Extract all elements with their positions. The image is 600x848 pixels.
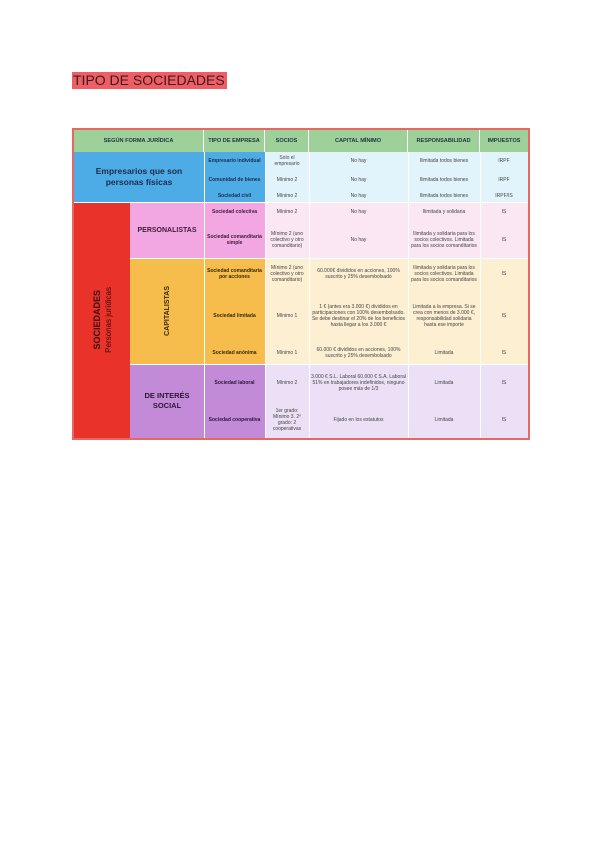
capital-comunidad-bienes: No hay [309,170,408,190]
sociedades-table [72,128,530,440]
impuestos-sociedad-laboral: IS [480,364,528,402]
header-socios: SOCIOS [265,130,309,152]
capitalistas-label: CAPITALISTAS [163,286,171,336]
impuestos-sociedad-civil: IRPF/IS [480,190,528,202]
resp-sociedad-limitada: Limitada a la empresa. Si se crea con menos de 3.000 €, responsabilidad solidaria hasta ese importe [408,290,480,342]
resp-comanditaria-simple: Ilimitada y solidaria para los socios colectivos. Limitada para los socios comanditarios [408,222,480,258]
resp-sociedad-cooperativa: Limitada [408,402,480,438]
group-interes-social: DE INTERÉS SOCIAL [130,364,204,438]
group-capitalistas [130,258,204,364]
capital-comanditaria-acciones: 60.000€ divididos en acciones, 100% suscrito y 25% desembolsado [309,258,408,290]
header-forma: SEGÚN FORMA JURÍDICA [74,130,204,152]
capital-sociedad-colectiva: No hay [309,202,408,222]
grid-line [204,152,205,438]
header-tipo: TIPO DE EMPRESA [204,130,265,152]
grid-line [130,364,528,365]
socios-empresario-individual: Solo el empresario [265,152,309,170]
capital-sociedad-limitada: 1 € (antes era 3.000 €) divididos en participaciones con 100% desembolsado. Se debe destinar el 20% de los beneficios hasta llegar a los 3.000 € [309,290,408,342]
capital-empresario-individual: No hay [309,152,408,170]
group-empresarios: Empresarios que son personas físicas [74,152,204,202]
tipo-comanditaria-simple: Sociedad comanditaria simple [204,222,265,258]
resp-sociedad-colectiva: Ilimitada y solidaria [408,202,480,222]
socios-sociedad-colectiva: Mínimo 2 [265,202,309,222]
grid-line [74,202,528,203]
capital-sociedad-laboral: 3.000 € S.L. Laboral 60.000 € S.A. Laboral 51% en trabajadores indefinidos, ninguno posee más de 1/3 [309,364,408,402]
tipo-sociedad-limitada: Sociedad limitada [204,290,265,342]
group-sociedades [74,202,130,438]
impuestos-comunidad-bienes: IRPF [480,170,528,190]
socios-sociedad-laboral: Mínimo 2 [265,364,309,402]
grid-line [408,152,409,438]
grid-line [130,258,528,259]
header-capital: CAPITAL MÍNIMO [309,130,408,152]
socios-sociedad-civil: Mínimo 2 [265,190,309,202]
impuestos-sociedad-colectiva: IS [480,202,528,222]
impuestos-comanditaria-acciones: IS [480,258,528,290]
capital-sociedad-anonima: 60.000 € divididos en acciones, 100% suscrito y 25% desembolsado [309,342,408,364]
socios-sociedad-cooperativa: 1er grado: Mínimo 3. 2º grado: 2 cooperativas [265,402,309,438]
impuestos-sociedad-anonima: IS [480,342,528,364]
tipo-sociedad-civil: Sociedad civil [204,190,265,202]
impuestos-empresario-individual: IRPF [480,152,528,170]
grid-line [265,152,266,438]
tipo-empresario-individual: Empresario individual [204,152,265,170]
impuestos-sociedad-cooperativa: IS [480,402,528,438]
impuestos-sociedad-limitada: IS [480,290,528,342]
tipo-comunidad-bienes: Comunidad de bienes [204,170,265,190]
page-title: TIPO DE SOCIEDADES [72,72,227,89]
resp-sociedad-civil: Ilimitada todos bienes [408,190,480,202]
header-responsabilidad: RESPONSABILIDAD [408,130,480,152]
tipo-sociedad-colectiva: Sociedad colectiva [204,202,265,222]
grid-line [309,152,310,438]
resp-sociedad-anonima: Limitada [408,342,480,364]
socios-sociedad-limitada: Mínimo 1 [265,290,309,342]
socios-comanditaria-simple: Mínimo 2 (uno colectivo y otro comanditario) [265,222,309,258]
tipo-sociedad-anonima: Sociedad anónima [204,342,265,364]
grid-line [480,152,481,438]
tipo-comanditaria-acciones: Sociedad comanditaria por acciones [204,258,265,290]
socios-comunidad-bienes: Mínimo 2 [265,170,309,190]
resp-sociedad-laboral: Limitada [408,364,480,402]
group-personalistas: PERSONALISTAS [130,202,204,258]
header-impuestos: IMPUESTOS [480,130,528,152]
capital-comanditaria-simple: No hay [309,222,408,258]
sociedades-label: SOCIEDADES [91,290,102,350]
socios-comanditaria-acciones: Mínimo 2 (uno colectivo y otro comanditario) [265,258,309,290]
socios-sociedad-anonima: Mínimo 1 [265,342,309,364]
resp-comunidad-bienes: Ilimitada todos bienes [408,170,480,190]
resp-empresario-individual: Ilimitada todos bienes [408,152,480,170]
tipo-sociedad-laboral: Sociedad laboral [204,364,265,402]
capital-sociedad-cooperativa: Fijado en los estatutos [309,402,408,438]
resp-comanditaria-acciones: Ilimitada y solidaria para los socios colectivos. Limitada para los socios comanditarios [408,258,480,290]
capital-sociedad-civil: No hay [309,190,408,202]
tipo-sociedad-cooperativa: Sociedad cooperativa [204,402,265,438]
impuestos-comanditaria-simple: IS [480,222,528,258]
sociedades-sublabel: Personas jurídicas [103,287,113,353]
